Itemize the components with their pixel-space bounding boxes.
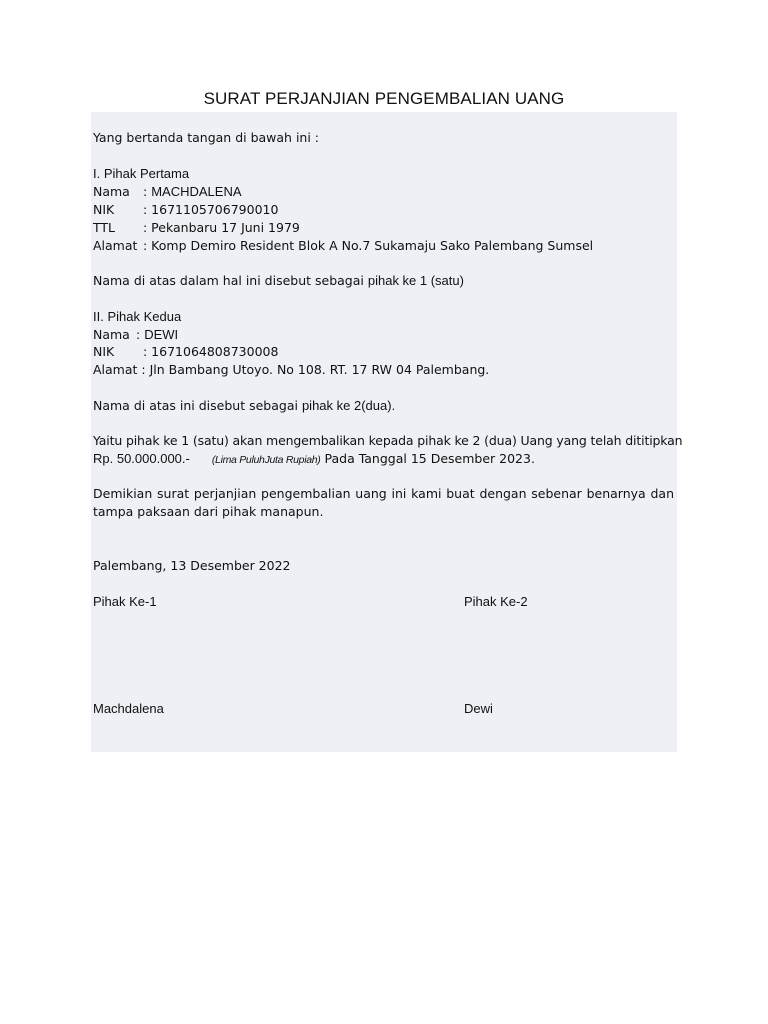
pihak2-heading: II. Pihak Kedua [93, 309, 182, 324]
pihak1-nama-sep: : [143, 184, 148, 199]
agreement-line1: Yaitu pihak ke 1 (satu) akan mengembalikan kepada pihak ke 2 (dua) Uang yang telah dititipkan [93, 433, 683, 448]
pihak1-alamat-label: Alamat [93, 238, 138, 253]
pihak1-nama-value: MACHDALENA [151, 184, 242, 199]
pihak2-alamat-value: : Jln Bambang Utoyo. No 108. RT. 17 RW 04 Palembang. [141, 362, 490, 377]
place-date: Palembang, 13 Desember 2022 [93, 558, 291, 573]
pihak1-nama-label: Nama [93, 184, 130, 199]
pihak2-nama-value: DEWI [144, 327, 179, 342]
pihak1-designation-text: Nama di atas dalam hal ini disebut sebagai [93, 273, 364, 288]
pihak2-nama-row [93, 327, 178, 343]
pihak1-nik-label: NIK [93, 202, 115, 217]
pihak2-nik-value: : 1671064808730008 [143, 344, 279, 359]
pihak2-nama-sep: : [136, 327, 141, 342]
pihak1-ttl-label: TTL [93, 220, 116, 235]
pihak2-designation-text: Nama di atas ini disebut sebagai [93, 398, 298, 413]
pihak1-nik-value: : 1671105706790010 [143, 202, 279, 217]
pihak1-ttl-row [93, 220, 300, 236]
document-title: SURAT PERJANJIAN PENGEMBALIAN UANG [203, 89, 565, 108]
pihak1-heading: I. Pihak Pertama [93, 166, 190, 181]
pihak2-alamat-label: Alamat [93, 362, 138, 377]
signature-right-label: Pihak Ke-2 [464, 594, 528, 609]
pihak1-designation [93, 273, 464, 289]
pihak2-nama-label: Nama [93, 327, 130, 342]
pihak2-nik-row [93, 344, 278, 360]
closing-paragraph: Demikian surat perjanjian pengembalian uang ini kami buat dengan sebenar benarnya dan tampa paksaan dari pihak manapun. [93, 486, 674, 519]
agreement-date: Pada Tanggal 15 Desember 2023. [324, 451, 535, 466]
pihak2-designation [93, 398, 395, 414]
agreement-line2 [93, 451, 535, 468]
agreement-amount: Rp. 50.000.000.- [93, 451, 190, 466]
intro-text: Yang bertanda tangan di bawah ini : [93, 130, 320, 145]
pihak2-designation-role: pihak ke 2(dua). [301, 398, 396, 413]
agreement-amount-words: (Lima PuluhJuta Rupiah) [211, 454, 321, 466]
pihak1-designation-role: pihak ke 1 (satu) [367, 273, 464, 288]
pihak1-alamat-row [93, 238, 593, 254]
pihak1-nama-row [93, 184, 242, 200]
pihak2-nik-label: NIK [93, 344, 115, 359]
signature-left-label: Pihak Ke-1 [93, 594, 157, 609]
pihak2-alamat-row [93, 362, 489, 378]
signature-left-name: Machdalena [93, 701, 164, 716]
pihak1-ttl-value: : Pekanbaru 17 Juni 1979 [143, 220, 300, 235]
pihak1-nik-row [93, 202, 278, 218]
signature-right-name: Dewi [464, 701, 493, 716]
pihak1-alamat-value: : Komp Demiro Resident Blok A No.7 Sukamaju Sako Palembang Sumsel [143, 238, 594, 253]
